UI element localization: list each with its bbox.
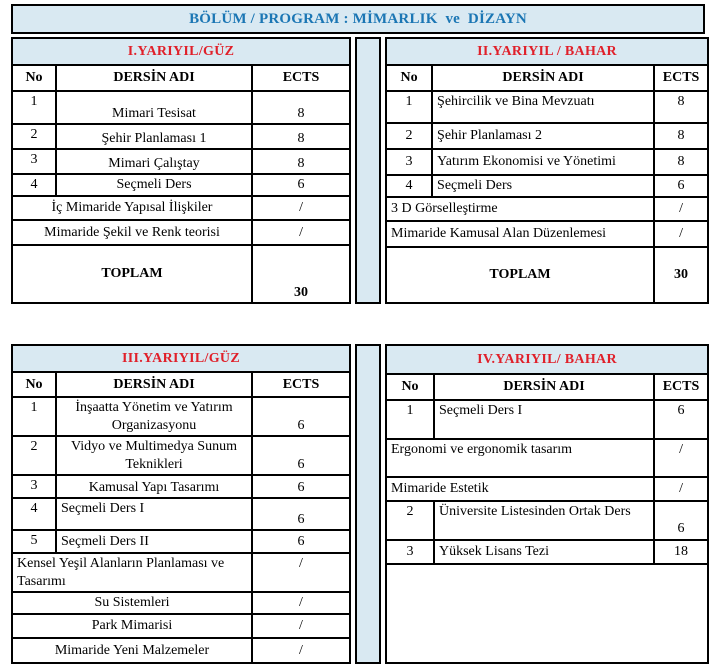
col-header-no: No: [386, 65, 432, 91]
course-name: Seçmeli Ders I: [56, 498, 252, 530]
course-ects: /: [252, 196, 350, 220]
course-no: 3: [12, 475, 56, 498]
course-row: [12, 498, 350, 530]
course-no: 4: [386, 175, 432, 197]
col-header-ects: ECTS: [654, 65, 708, 91]
course-ects: /: [654, 477, 708, 501]
course-no: 3: [386, 540, 434, 564]
col-header-no: No: [12, 65, 56, 91]
total-ects: 30: [654, 247, 708, 303]
course-no: 1: [12, 397, 56, 436]
course-ects: /: [252, 614, 350, 638]
course-name: Yüksek Lisans Tezi: [434, 540, 654, 564]
col-header-course: DERSİN ADI: [56, 372, 252, 397]
course-name: Şehir Planlaması 2: [432, 123, 654, 149]
course-name: Kamusal Yapı Tasarımı: [56, 475, 252, 498]
col-header-course: DERSİN ADI: [434, 374, 654, 401]
course-row: [386, 501, 708, 539]
course-name: Seçmeli Ders II: [56, 530, 252, 553]
semester4-table: [385, 344, 709, 664]
course-ects: 8: [654, 91, 708, 123]
course-name: Mimaride Estetik: [386, 477, 654, 501]
col-header-course: DERSİN ADI: [432, 65, 654, 91]
elective-row: [12, 553, 350, 592]
empty-cell: [386, 564, 708, 663]
course-row: [12, 475, 350, 498]
empty-row: [386, 564, 708, 663]
course-row: [386, 400, 708, 438]
course-name: Mimaride Kamusal Alan Düzenlemesi: [386, 221, 654, 247]
course-no: 3: [12, 149, 56, 174]
col-header-no: No: [386, 374, 434, 401]
semester2-title: II.YARIYIL / BAHAR: [386, 38, 708, 65]
course-no: 2: [12, 436, 56, 475]
course-row: [386, 175, 708, 197]
course-name: İnşaatta Yönetim ve Yatırım Organizasyonu: [56, 397, 252, 436]
course-row: [12, 174, 350, 196]
course-ects: 6: [654, 400, 708, 438]
course-no: 1: [386, 91, 432, 123]
course-ects: 6: [252, 397, 350, 436]
semester2-table: [385, 37, 709, 304]
course-name: Seçmeli Ders: [432, 175, 654, 197]
course-ects: 6: [654, 501, 708, 539]
col-header-no: No: [12, 372, 56, 397]
elective-row: [386, 439, 708, 477]
course-no: 1: [386, 400, 434, 438]
elective-row: [12, 592, 350, 614]
course-ects: /: [252, 592, 350, 614]
course-ects: 6: [654, 175, 708, 197]
course-ects: /: [654, 221, 708, 247]
course-row: [386, 123, 708, 149]
course-name: Park Mimarisi: [12, 614, 252, 638]
course-name: Mimari Çalıştay: [56, 149, 252, 174]
course-ects: /: [252, 220, 350, 245]
semester3-table: [11, 344, 351, 664]
course-name: Su Sistemleri: [12, 592, 252, 614]
course-ects: /: [654, 439, 708, 477]
course-no: 2: [386, 501, 434, 539]
elective-row: [386, 477, 708, 501]
course-no: 2: [386, 123, 432, 149]
col-header-course: DERSİN ADI: [56, 65, 252, 91]
divider-strip: [355, 344, 381, 664]
course-ects: 6: [252, 436, 350, 475]
lower-section: [11, 344, 717, 664]
course-name: Seçmeli Ders: [56, 174, 252, 196]
course-ects: 6: [252, 530, 350, 553]
col-header-ects: ECTS: [252, 372, 350, 397]
course-row: [386, 91, 708, 123]
total-row: [386, 247, 708, 303]
course-no: 4: [12, 498, 56, 530]
course-ects: 6: [252, 174, 350, 196]
course-row: [386, 149, 708, 175]
semester4-title: IV.YARIYIL/ BAHAR: [386, 345, 708, 374]
program-title: BÖLÜM / PROGRAM : MİMARLIK ve DİZAYN: [11, 4, 705, 34]
semester1-title: I.YARIYIL/GÜZ: [12, 38, 350, 65]
course-row: [12, 530, 350, 553]
course-name: Mimaride Yeni Malzemeler: [12, 638, 252, 663]
semester3-title: III.YARIYIL/GÜZ: [12, 345, 350, 372]
course-name: Mimaride Şekil ve Renk teorisi: [12, 220, 252, 245]
elective-row: [386, 197, 708, 221]
course-ects: 8: [252, 91, 350, 124]
course-no: 3: [386, 149, 432, 175]
course-name: Seçmeli Ders I: [434, 400, 654, 438]
course-name: İç Mimaride Yapısal İlişkiler: [12, 196, 252, 220]
course-row: [12, 436, 350, 475]
total-label: TOPLAM: [12, 245, 252, 303]
course-name: Şehir Planlaması 1: [56, 124, 252, 149]
course-name: Şehircilik ve Bina Mevzuatı: [432, 91, 654, 123]
col-header-ects: ECTS: [654, 374, 708, 401]
course-name: Mimari Tesisat: [56, 91, 252, 124]
course-ects: /: [252, 638, 350, 663]
total-row: [12, 245, 350, 303]
course-no: 1: [12, 91, 56, 124]
course-ects: 8: [252, 124, 350, 149]
elective-row: [386, 221, 708, 247]
course-ects: 8: [654, 149, 708, 175]
course-row: [12, 91, 350, 124]
course-row: [12, 149, 350, 174]
course-row: [12, 124, 350, 149]
course-name: Kensel Yeşil Alanların Planlaması ve Tasarımı: [12, 553, 252, 592]
course-no: 5: [12, 530, 56, 553]
course-no: 2: [12, 124, 56, 149]
course-ects: /: [252, 553, 350, 592]
course-name: Vidyo ve Multimedya Sunum Teknikleri: [56, 436, 252, 475]
course-name: 3 D Görselleştirme: [386, 197, 654, 221]
course-row: [386, 540, 708, 564]
elective-row: [12, 196, 350, 220]
course-name: Ergonomi ve ergonomik tasarım: [386, 439, 654, 477]
elective-row: [12, 220, 350, 245]
course-ects: 18: [654, 540, 708, 564]
divider-strip: [355, 37, 381, 304]
total-label: TOPLAM: [386, 247, 654, 303]
total-ects: 30: [252, 245, 350, 303]
course-ects: 6: [252, 475, 350, 498]
elective-row: [12, 614, 350, 638]
course-name: Üniversite Listesinden Ortak Ders: [434, 501, 654, 539]
semester1-table: [11, 37, 351, 304]
course-no: 4: [12, 174, 56, 196]
course-ects: 6: [252, 498, 350, 530]
elective-row: [12, 638, 350, 663]
upper-section: [11, 37, 717, 304]
course-name: Yatırım Ekonomisi ve Yönetimi: [432, 149, 654, 175]
course-ects: 8: [654, 123, 708, 149]
course-ects: 8: [252, 149, 350, 174]
course-ects: /: [654, 197, 708, 221]
course-row: [12, 397, 350, 436]
col-header-ects: ECTS: [252, 65, 350, 91]
